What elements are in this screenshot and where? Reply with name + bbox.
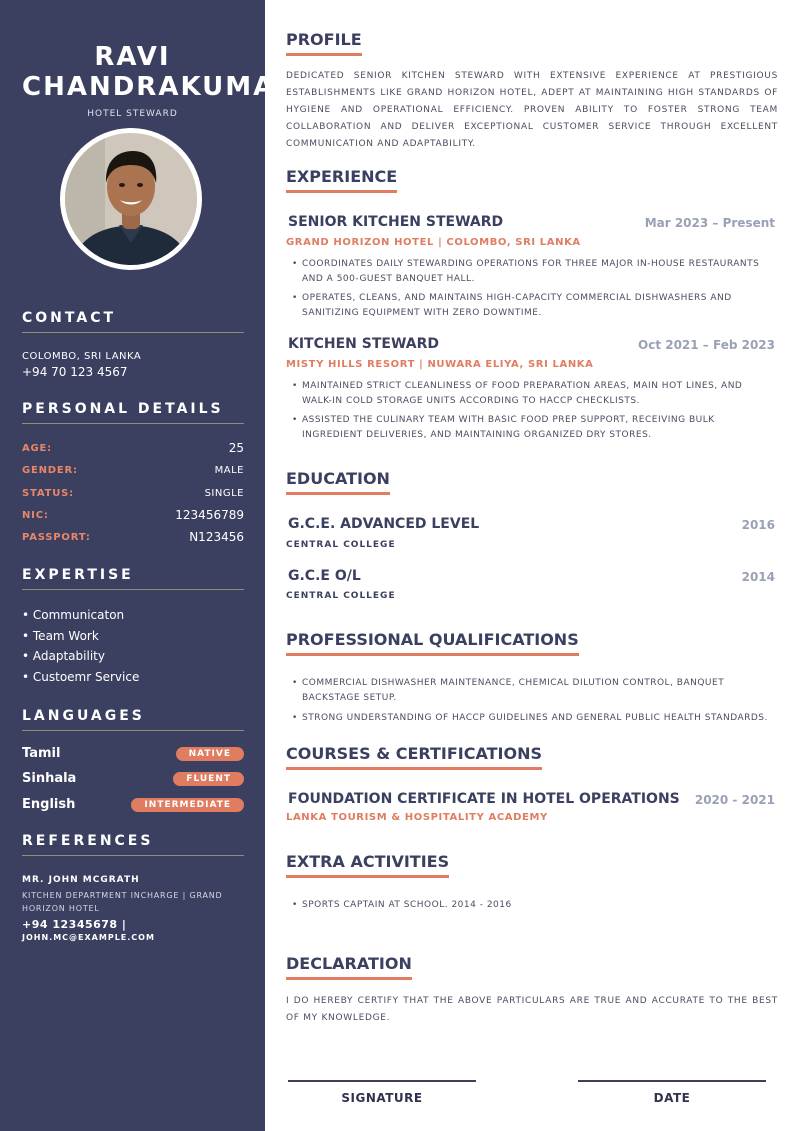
reference-position-line1: KITCHEN DEPARTMENT INCHARGE | GRAND: [22, 891, 223, 900]
job-title: SENIOR KITCHEN STEWARD: [288, 214, 504, 230]
job-bullet: • ASSISTED THE CULINARY TEAM WITH BASIC FOOD PREP SUPPORT, RECEIVING BULK INGREDIENT DELIVERIES, AND MAINTAINING ORGANIZED DRY STORES.: [292, 413, 772, 443]
personal-key: GENDER:: [22, 465, 78, 476]
course-date: 2020 - 2021: [694, 793, 775, 807]
job-organization: MISTY HILLS RESORT | NUWARA ELIYA, SRI LANKA: [286, 359, 594, 370]
languages-heading: LANGUAGES: [22, 708, 244, 731]
extra-activities-heading: EXTRA ACTIVITIES: [286, 852, 449, 878]
date-label: DATE: [653, 1091, 691, 1105]
language-level-badge: NATIVE: [176, 747, 244, 761]
language-level-badge: INTERMEDIATE: [131, 798, 244, 812]
signature-label: SIGNATURE: [341, 1091, 423, 1105]
reference-email: JOHN.MC@EXAMPLE.COM: [22, 933, 155, 942]
job-title: KITCHEN STEWARD: [288, 336, 439, 352]
references-heading: REFERENCES: [22, 833, 244, 856]
main-content: [265, 0, 800, 1131]
personal-value: N123456: [189, 530, 244, 544]
personal-key: PASSPORT:: [22, 532, 91, 543]
expertise-item: • Adaptability: [22, 649, 105, 663]
extra-activity-bullet: • SPORTS CAPTAIN AT SCHOOL. 2014 - 2016: [292, 898, 772, 913]
expertise-heading: EXPERTISE: [22, 567, 244, 590]
reference-position-line2: HORIZON HOTEL: [22, 904, 100, 913]
education-title: G.C.E O/L: [288, 568, 361, 584]
personal-row-nic: [22, 508, 244, 524]
declaration-text: I DO HEREBY CERTIFY THAT THE ABOVE PARTICULARS ARE TRUE AND ACCURATE TO THE BEST OF MY KNOWLEDGE.: [286, 996, 778, 1023]
language-level-badge: FLUENT: [173, 772, 244, 786]
language-row-sinhala: [22, 771, 244, 787]
courses-heading: COURSES & CERTIFICATIONS: [286, 744, 542, 770]
date-line: [578, 1080, 766, 1082]
job-date: Mar 2023 – Present: [644, 216, 775, 230]
name-last: CHANDRAKUMAR: [22, 72, 298, 102]
person-portrait-icon: [65, 133, 197, 265]
personal-value: MALE: [214, 465, 244, 476]
personal-row-status: [22, 486, 244, 502]
profile-heading: PROFILE: [286, 30, 362, 56]
expertise-item: • Communicaton: [22, 608, 125, 622]
job-bullet: • OPERATES, CLEANS, AND MAINTAINS HIGH-CAPACITY COMMERCIAL DISHWASHERS AND SANITIZING EQUIPMENT WITH ZERO DOWNTIME.: [292, 291, 772, 321]
role-title: HOTEL STEWARD: [87, 109, 178, 119]
expertise-item: • Team Work: [22, 629, 99, 643]
job-bullet: • COORDINATES DAILY STEWARDING OPERATIONS FOR THREE MAJOR IN-HOUSE RESTAURANTS AND A 500-GUEST BANQUET HALL.: [292, 257, 772, 287]
name-first: RAVI: [94, 42, 171, 72]
language-name: Tamil: [22, 746, 61, 761]
qualification-bullet: • STRONG UNDERSTANDING OF HACCP GUIDELINES AND GENERAL PUBLIC HEALTH STANDARDS.: [292, 711, 772, 726]
personal-key: STATUS:: [22, 488, 74, 499]
sidebar: [0, 0, 298, 1131]
personal-key: NIC:: [22, 510, 49, 521]
personal-details-heading: PERSONAL DETAILS: [22, 401, 244, 424]
profile-text: DEDICATED SENIOR KITCHEN STEWARD WITH EXTENSIVE EXPERIENCE AT PRESTIGIOUS ESTABLISHMENTS LIKE GRAND HORIZON HOTEL, ADEPT AT MAINTAINING HIGH STANDARDS OF HYGIENE AND OPERATIONAL EFFICIENCY. PROVEN ABILITY TO FOSTER STRONG TEAM COLLABORATION AND DELIVER EXCEPTIONAL CUSTOMER SERVICE THROUGH EXCELLENT COMMUNICATION AND ADAPTABILITY.: [286, 71, 778, 149]
education-year: 2016: [741, 518, 775, 532]
contact-phone: +94 70 123 4567: [22, 365, 128, 379]
personal-key: AGE:: [22, 443, 52, 454]
personal-row-passport: [22, 530, 244, 546]
contact-heading: CONTACT: [22, 310, 244, 333]
qualification-bullet: • COMMERCIAL DISHWASHER MAINTENANCE, CHEMICAL DILUTION CONTROL, BANQUET BACKSTAGE SETUP.: [292, 676, 772, 706]
personal-value: SINGLE: [204, 488, 244, 499]
experience-heading: EXPERIENCE: [286, 167, 397, 193]
qualifications-heading: PROFESSIONAL QUALIFICATIONS: [286, 630, 579, 656]
profile-photo-image: [65, 133, 197, 265]
language-row-tamil: [22, 746, 244, 762]
education-year: 2014: [741, 570, 775, 584]
education-heading: EDUCATION: [286, 469, 390, 495]
personal-value: 123456789: [175, 508, 244, 522]
personal-row-age: [22, 441, 244, 457]
job-date: Oct 2021 – Feb 2023: [638, 338, 775, 352]
language-name: English: [22, 797, 76, 812]
personal-row-gender: [22, 463, 244, 479]
signature-line: [288, 1080, 476, 1082]
personal-value: 25: [228, 441, 244, 455]
expertise-item: • Custoemr Service: [22, 670, 140, 684]
declaration-heading: DECLARATION: [286, 954, 412, 980]
job-bullet: • MAINTAINED STRICT CLEANLINESS OF FOOD PREPARATION AREAS, MAIN HOT LINES, AND WALK-IN COLD STORAGE UNITS ACCORDING TO HACCP CHECKLISTS.: [292, 379, 772, 409]
education-title: G.C.E. ADVANCED LEVEL: [288, 516, 480, 532]
course-organization: LANKA TOURISM & HOSPITALITY ACADEMY: [286, 812, 548, 823]
job-organization: GRAND HORIZON HOTEL | COLOMBO, SRI LANKA: [286, 237, 581, 248]
contact-location: COLOMBO, SRI LANKA: [22, 351, 142, 362]
reference-name: MR. JOHN MCGRATH: [22, 875, 140, 885]
education-institution: CENTRAL COLLEGE: [286, 591, 396, 601]
reference-phone: +94 12345678 |: [22, 918, 127, 931]
course-title: FOUNDATION CERTIFICATE IN HOTEL OPERATIONS: [288, 791, 680, 807]
profile-photo: [60, 128, 202, 270]
language-name: Sinhala: [22, 771, 77, 786]
language-row-english: [22, 797, 244, 813]
education-institution: CENTRAL COLLEGE: [286, 540, 396, 550]
